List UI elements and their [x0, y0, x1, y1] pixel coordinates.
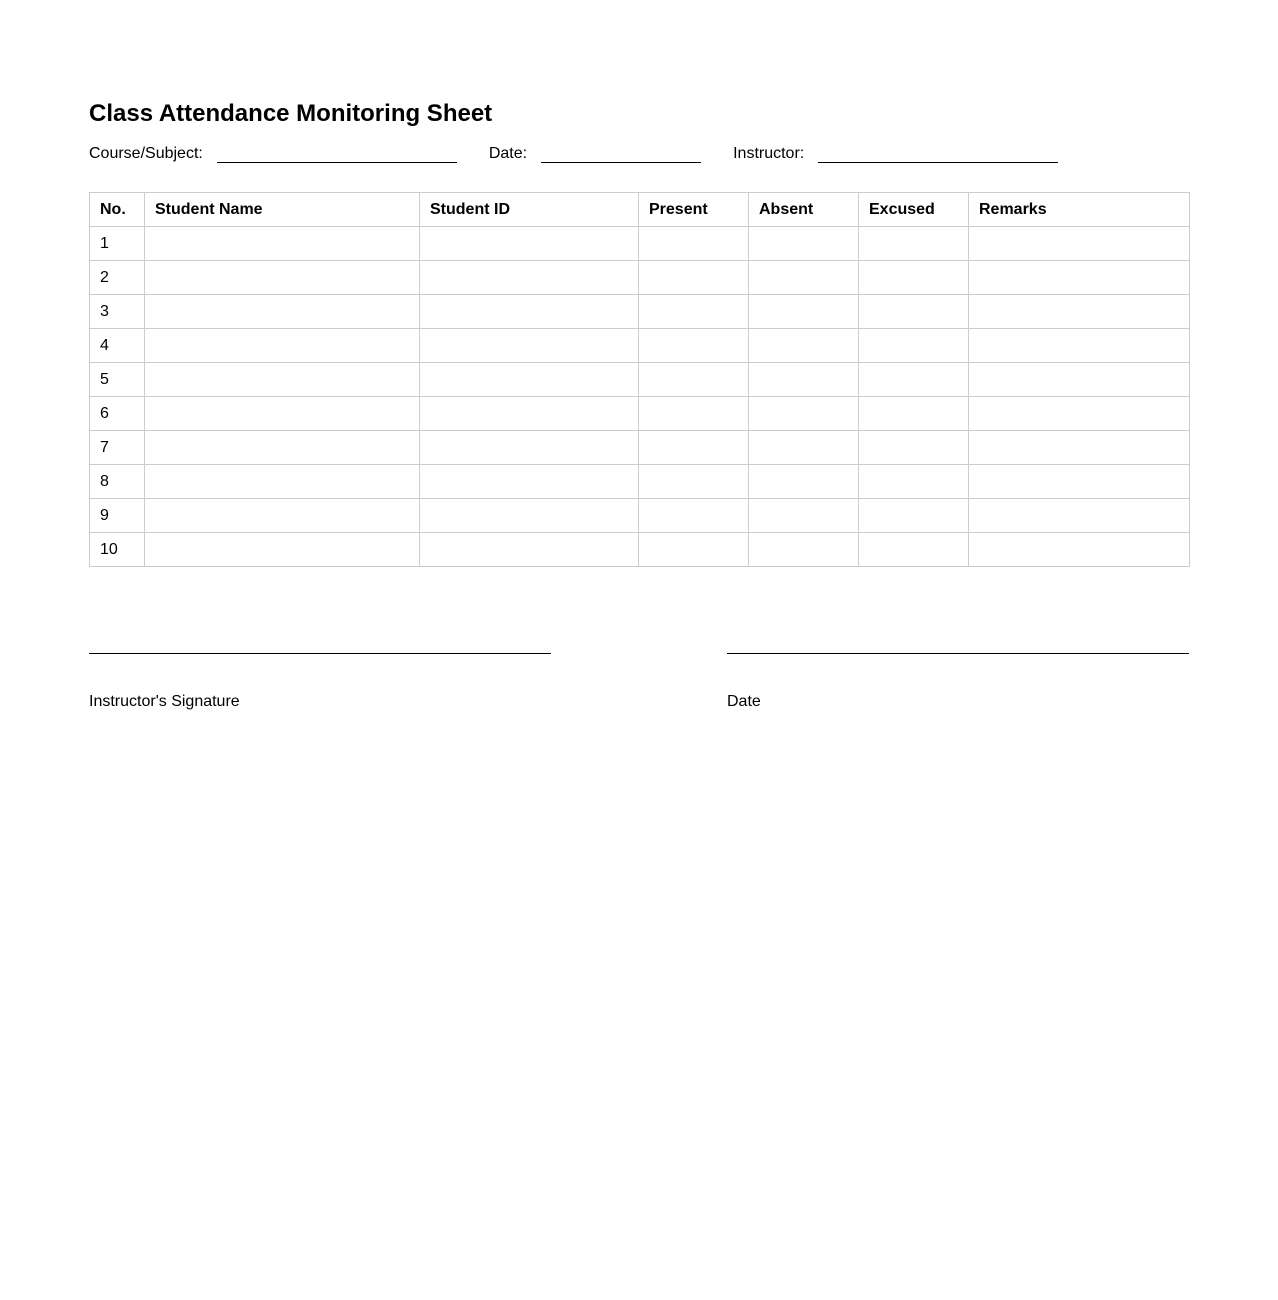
- cell-student-name[interactable]: [145, 397, 420, 431]
- cell-student-name[interactable]: [145, 329, 420, 363]
- table-row: [90, 261, 1190, 295]
- cell-absent[interactable]: [749, 431, 859, 465]
- table-row: [90, 499, 1190, 533]
- course-label: Course/Subject:: [89, 145, 203, 162]
- column-header-present: Present: [639, 193, 749, 227]
- cell-student-id[interactable]: [420, 533, 639, 567]
- cell-present[interactable]: [639, 363, 749, 397]
- cell-remarks[interactable]: [969, 227, 1190, 261]
- cell-absent[interactable]: [749, 261, 859, 295]
- cell-present[interactable]: [639, 261, 749, 295]
- cell-present[interactable]: [639, 431, 749, 465]
- table-row: [90, 397, 1190, 431]
- cell-present[interactable]: [639, 499, 749, 533]
- cell-excused[interactable]: [859, 533, 969, 567]
- table-body: [90, 227, 1190, 567]
- cell-no: 6: [90, 397, 145, 431]
- cell-present[interactable]: [639, 295, 749, 329]
- cell-absent[interactable]: [749, 499, 859, 533]
- attendance-table: [89, 192, 1190, 567]
- cell-student-name[interactable]: [145, 431, 420, 465]
- cell-student-id[interactable]: [420, 431, 639, 465]
- date-label: Date:: [488, 145, 528, 162]
- course-blank-line[interactable]: [217, 162, 457, 163]
- column-header-student-id: Student ID: [420, 193, 639, 227]
- cell-remarks[interactable]: [969, 329, 1190, 363]
- date-blank-line[interactable]: [541, 162, 701, 163]
- cell-absent[interactable]: [749, 397, 859, 431]
- table-row: [90, 533, 1190, 567]
- cell-excused[interactable]: [859, 227, 969, 261]
- cell-student-name[interactable]: [145, 499, 420, 533]
- instructor-label: Instructor:: [733, 145, 805, 162]
- cell-student-id[interactable]: [420, 261, 639, 295]
- cell-student-name[interactable]: [145, 227, 420, 261]
- cell-no: 4: [90, 329, 145, 363]
- cell-student-id[interactable]: [420, 465, 639, 499]
- cell-excused[interactable]: [859, 499, 969, 533]
- cell-absent[interactable]: [749, 329, 859, 363]
- cell-no: 3: [90, 295, 145, 329]
- cell-remarks[interactable]: [969, 465, 1190, 499]
- cell-present[interactable]: [639, 329, 749, 363]
- cell-remarks[interactable]: [969, 295, 1190, 329]
- table-row: [90, 295, 1190, 329]
- cell-excused[interactable]: [859, 295, 969, 329]
- cell-student-id[interactable]: [420, 295, 639, 329]
- cell-student-id[interactable]: [420, 329, 639, 363]
- cell-remarks[interactable]: [969, 533, 1190, 567]
- signature-date-line[interactable]: [727, 653, 1189, 654]
- cell-present[interactable]: [639, 227, 749, 261]
- table-row: [90, 431, 1190, 465]
- cell-absent[interactable]: [749, 295, 859, 329]
- signature-date-label: Date: [727, 693, 761, 710]
- cell-present[interactable]: [639, 465, 749, 499]
- cell-student-name[interactable]: [145, 533, 420, 567]
- instructor-signature-label: Instructor's Signature: [89, 693, 240, 710]
- cell-excused[interactable]: [859, 465, 969, 499]
- cell-excused[interactable]: [859, 397, 969, 431]
- cell-present[interactable]: [639, 397, 749, 431]
- cell-student-name[interactable]: [145, 295, 420, 329]
- column-header-no: No.: [90, 193, 145, 227]
- cell-excused[interactable]: [859, 329, 969, 363]
- cell-no: 1: [90, 227, 145, 261]
- cell-remarks[interactable]: [969, 499, 1190, 533]
- cell-remarks[interactable]: [969, 261, 1190, 295]
- cell-remarks[interactable]: [969, 397, 1190, 431]
- cell-present[interactable]: [639, 533, 749, 567]
- cell-no: 5: [90, 363, 145, 397]
- table-header-row: [90, 193, 1190, 227]
- column-header-excused: Excused: [859, 193, 969, 227]
- cell-excused[interactable]: [859, 363, 969, 397]
- cell-absent[interactable]: [749, 227, 859, 261]
- page-title: Class Attendance Monitoring Sheet: [89, 100, 493, 127]
- cell-remarks[interactable]: [969, 363, 1190, 397]
- cell-no: 10: [90, 533, 145, 567]
- cell-excused[interactable]: [859, 431, 969, 465]
- cell-excused[interactable]: [859, 261, 969, 295]
- cell-student-id[interactable]: [420, 227, 639, 261]
- column-header-remarks: Remarks: [969, 193, 1190, 227]
- cell-student-name[interactable]: [145, 465, 420, 499]
- table-row: [90, 227, 1190, 261]
- cell-no: 8: [90, 465, 145, 499]
- table-row: [90, 329, 1190, 363]
- instructor-signature-line[interactable]: [89, 653, 551, 654]
- column-header-student-name: Student Name: [145, 193, 420, 227]
- cell-no: 2: [90, 261, 145, 295]
- cell-no: 9: [90, 499, 145, 533]
- cell-absent[interactable]: [749, 465, 859, 499]
- header-fields: [89, 142, 1189, 164]
- cell-remarks[interactable]: [969, 431, 1190, 465]
- cell-student-name[interactable]: [145, 363, 420, 397]
- cell-student-id[interactable]: [420, 363, 639, 397]
- cell-no: 7: [90, 431, 145, 465]
- instructor-blank-line[interactable]: [818, 162, 1058, 163]
- cell-student-id[interactable]: [420, 397, 639, 431]
- signature-lines: [89, 653, 1189, 654]
- cell-absent[interactable]: [749, 533, 859, 567]
- table-row: [90, 465, 1190, 499]
- table-row: [90, 363, 1190, 397]
- column-header-absent: Absent: [749, 193, 859, 227]
- cell-absent[interactable]: [749, 363, 859, 397]
- cell-student-id[interactable]: [420, 499, 639, 533]
- attendance-sheet: [89, 98, 1189, 710]
- cell-student-name[interactable]: [145, 261, 420, 295]
